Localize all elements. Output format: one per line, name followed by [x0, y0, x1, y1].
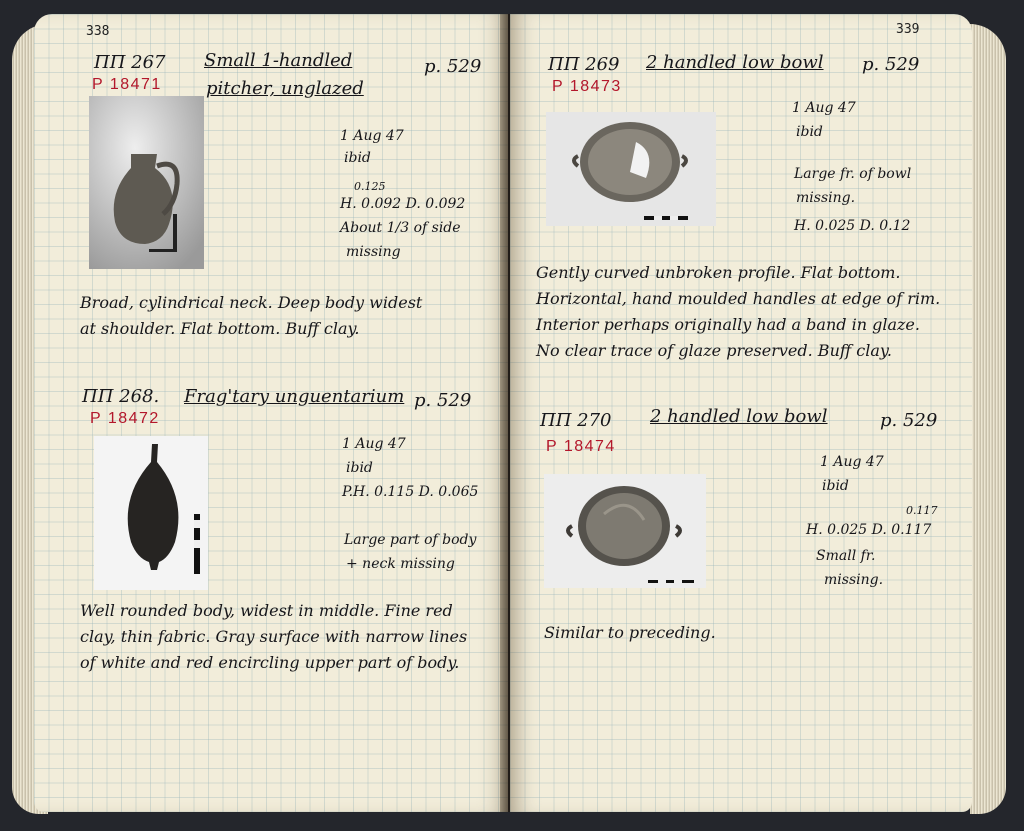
right-page	[510, 14, 972, 812]
condition-note: Large fr. of bowl	[794, 166, 912, 182]
ibid-note: ibid	[344, 150, 371, 166]
dimensions: H. 0.092 D. 0.092	[340, 196, 466, 212]
entry-title: Small 1-handled	[204, 50, 353, 71]
entry-date: 1 Aug 47	[820, 454, 884, 470]
condition-note-cont: missing.	[824, 572, 884, 588]
catalog-number: ΠΠ 270	[540, 410, 612, 431]
bowl-photo	[546, 112, 716, 226]
entry-description: Similar to preceding.	[544, 623, 716, 642]
catalog-number: ΠΠ 267	[94, 52, 166, 73]
page-reference: p. 529	[862, 54, 920, 75]
condition-note: About 1/3 of side	[340, 220, 461, 236]
p-number: P 18474	[546, 438, 616, 455]
entry-date: 1 Aug 47	[340, 128, 404, 144]
left-page	[34, 14, 508, 812]
dimensions: H. 0.025 D. 0.117	[806, 522, 932, 538]
condition-note-cont: missing.	[796, 190, 856, 206]
condition-note-cont: + neck missing	[346, 556, 455, 572]
page-number: 339	[896, 22, 920, 37]
corrected-dimension: 0.117	[906, 504, 938, 517]
ibid-note: ibid	[346, 460, 373, 476]
pitcher-photo	[89, 96, 204, 269]
catalog-number: ΠΠ 268.	[82, 386, 160, 407]
p-number: P 18471	[92, 76, 162, 93]
page-reference: p. 529	[880, 410, 938, 431]
condition-note: Large part of body	[344, 532, 477, 548]
page-reference: p. 529	[424, 56, 482, 77]
condition-note-cont: missing	[346, 244, 401, 260]
unguentarium-photo	[94, 436, 208, 590]
entry-title: 2 handled low bowl	[650, 406, 828, 427]
corrected-dimension: 0.125	[354, 180, 386, 193]
entry-title: 2 handled low bowl	[646, 52, 824, 73]
ibid-note: ibid	[822, 478, 849, 494]
entry-title-cont: pitcher, unglazed	[206, 78, 364, 99]
dimensions: P.H. 0.115 D. 0.065	[342, 484, 479, 500]
entry-date: 1 Aug 47	[792, 100, 856, 116]
page-stack-right	[970, 24, 1006, 814]
ibid-note: ibid	[796, 124, 823, 140]
entry-description: Gently curved unbroken profile. Flat bottom. Horizontal, hand moulded handles at edge of rim. Interior perhaps originally had a band in glaze. No clear trace of glaze preserved. Buff clay.	[536, 263, 941, 360]
p-number: P 18472	[90, 410, 160, 427]
dimensions: H. 0.025 D. 0.12	[794, 218, 911, 234]
page-reference: p. 529	[414, 390, 472, 411]
condition-note: Small fr.	[816, 548, 876, 564]
catalog-number: ΠΠ 269	[548, 54, 620, 75]
p-number: P 18473	[552, 78, 622, 95]
entry-title: Frag'tary unguentarium	[184, 386, 405, 407]
entry-description: Well rounded body, widest in middle. Fine red clay, thin fabric. Gray surface with narrow lines of white and red encircling upper part of body.	[80, 601, 468, 672]
page-number: 338	[86, 24, 110, 39]
entry-description: Broad, cylindrical neck. Deep body widest at shoulder. Flat bottom. Buff clay.	[80, 293, 423, 338]
entry-date: 1 Aug 47	[342, 436, 406, 452]
bowl-photo	[544, 474, 706, 588]
